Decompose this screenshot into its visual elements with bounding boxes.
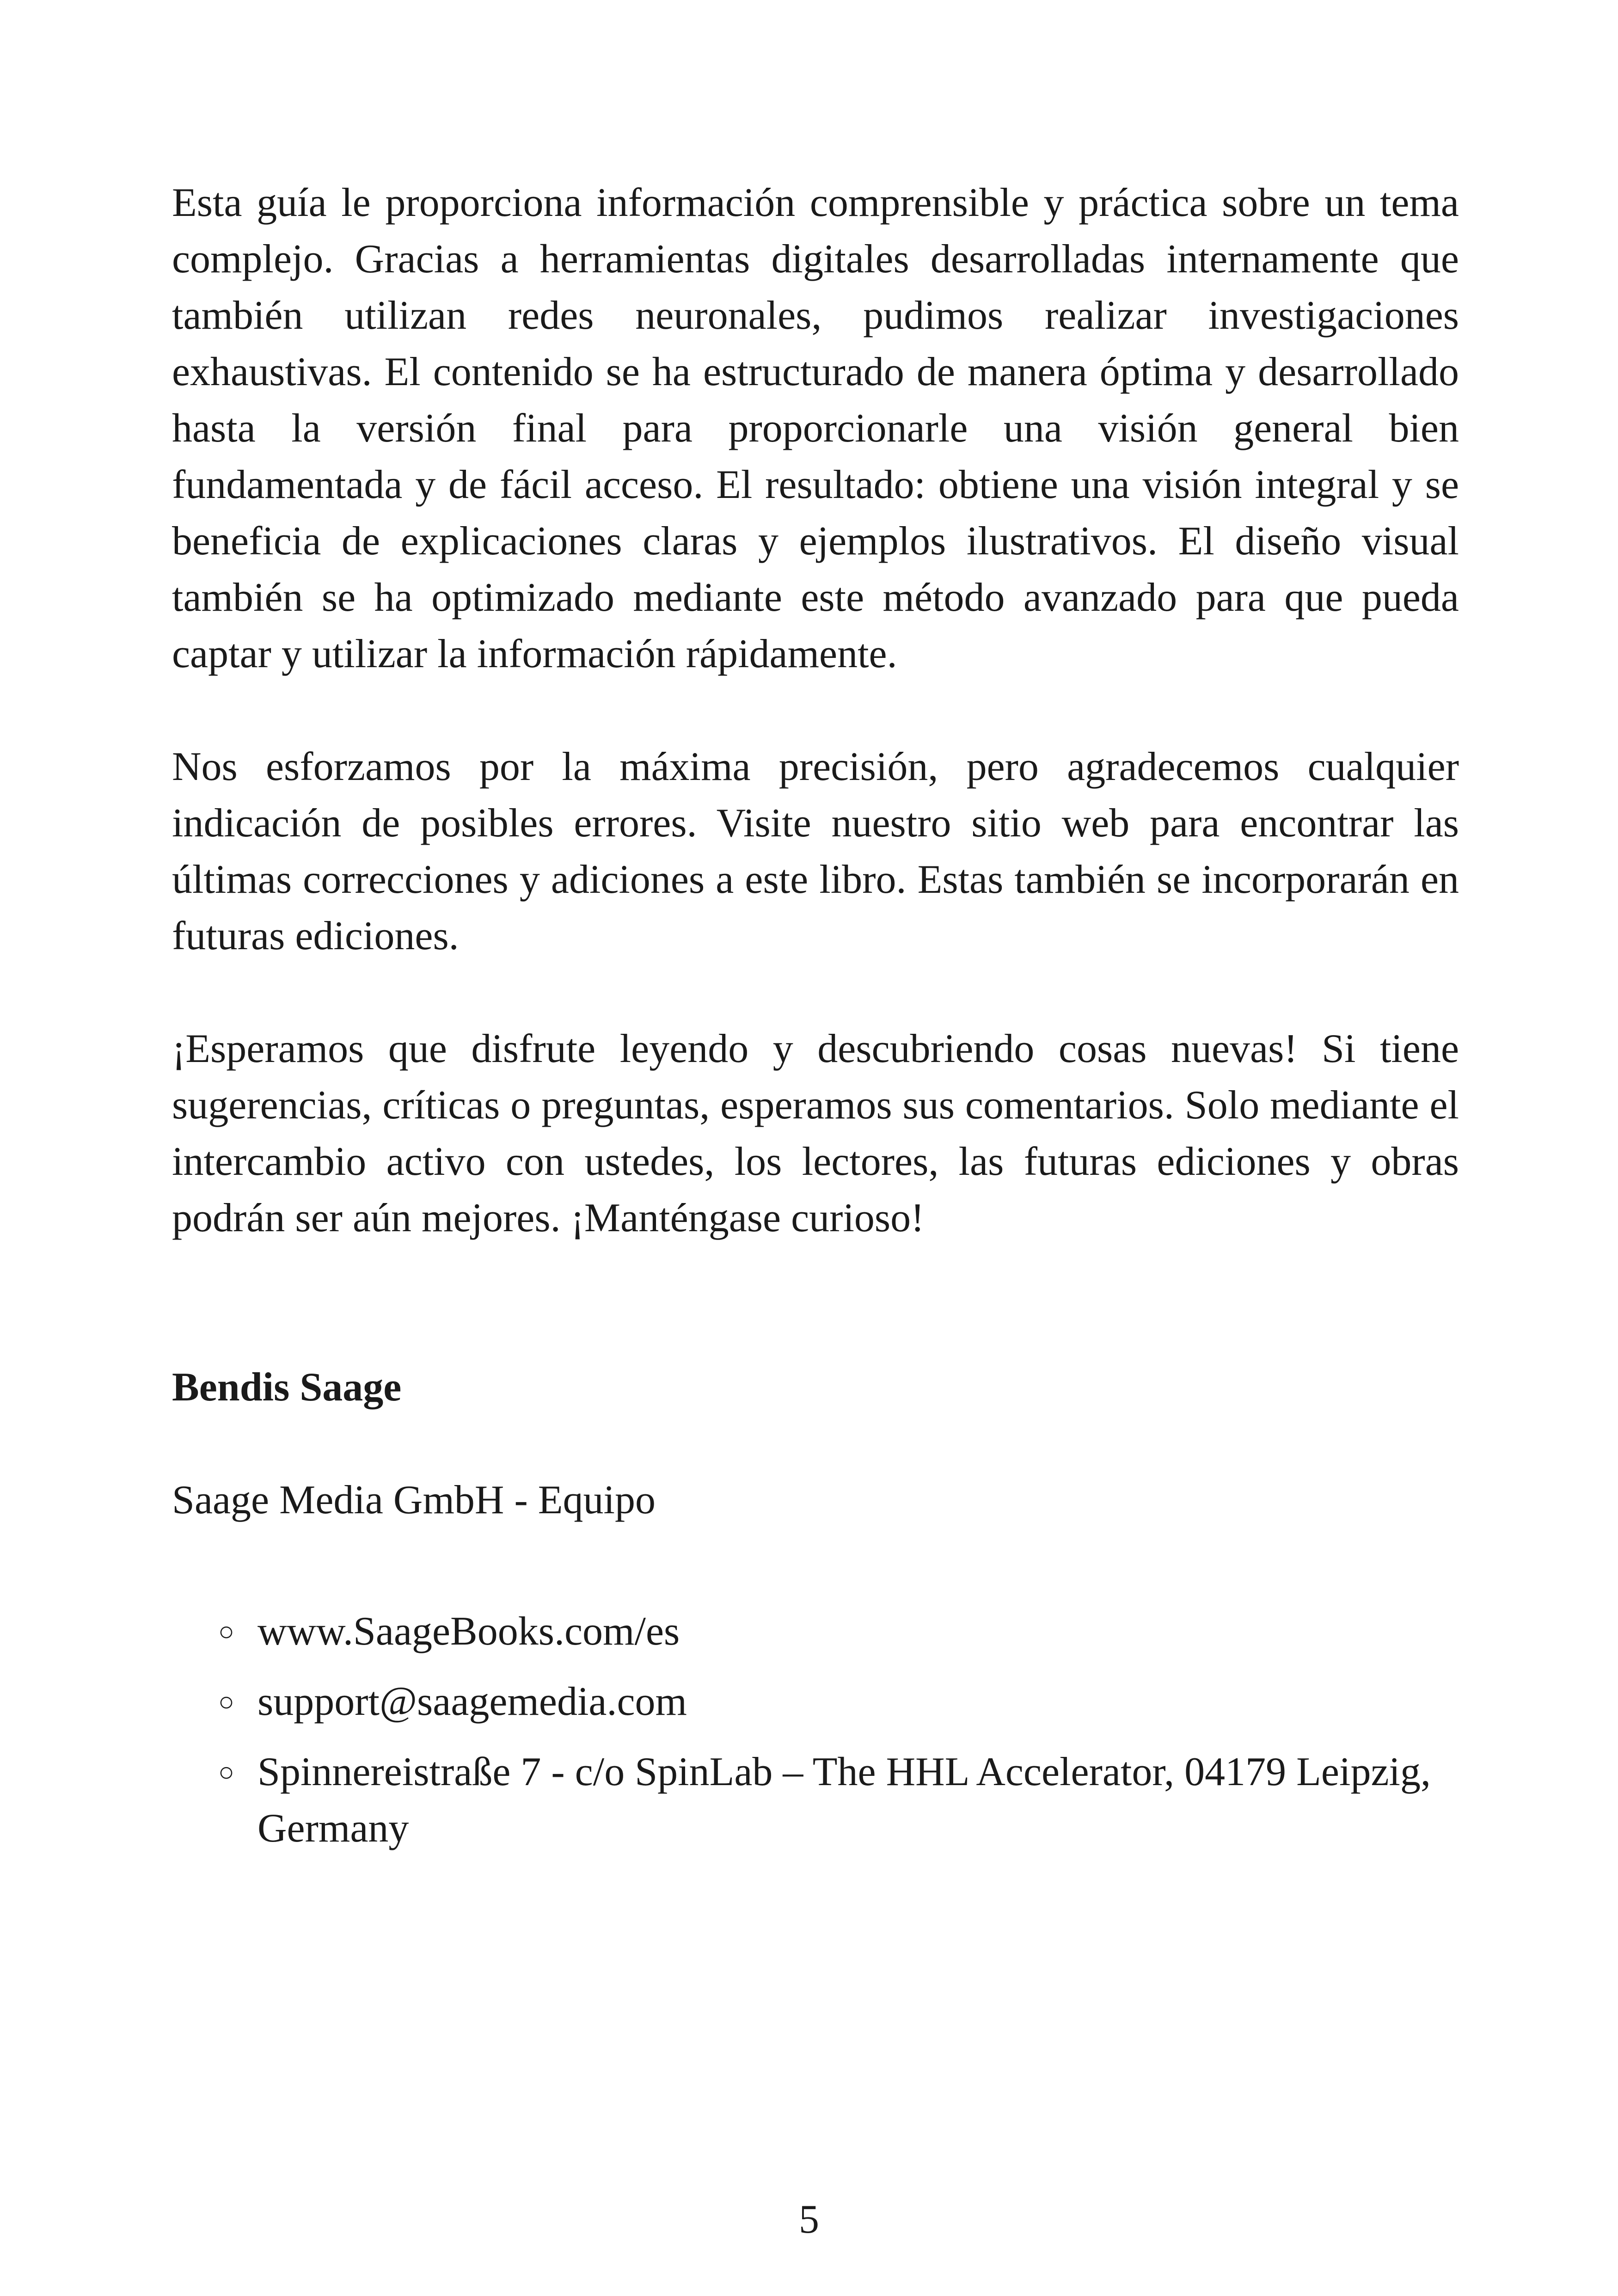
closing-paragraph: ¡Esperamos que disfrute leyendo y descubriendo cosas nuevas! Si tiene sugerencias, críticas o preguntas, esperamos sus comentarios. Solo mediante el intercambio activo con ustedes, los lectores, las futuras ediciones y obras podrán ser aún mejores. ¡Manténgase curioso! bbox=[172, 1026, 1459, 1240]
circle-bullet-icon: ○ bbox=[218, 1757, 235, 1787]
postal-address: Spinnereistraße 7 - c/o SpinLab – The HHL Accelerator, 04179 Leipzig, Germany bbox=[257, 1750, 1431, 1851]
intro-paragraph: Esta guía le proporciona información comprensible y práctica sobre un tema complejo. Gracias a herramientas digitales desarrolladas internamente que también utilizan redes neuronales, pudimos realizar investigaciones exhaustivas. El contenido se ha estructurado de manera óptima y desarrollado hasta la versión final para proporcionarle una visión general bien fundamentada y de fácil acceso. El resultado: obtiene una visión integral y se beneficia de explicaciones claras y ejemplos ilustrativos. El diseño visual también se ha optimizado mediante este método avanzado para que pueda captar y utilizar la información rápidamente. bbox=[172, 180, 1459, 676]
company-team: Saage Media GmbH - Equipo bbox=[172, 1478, 656, 1522]
circle-bullet-icon: ○ bbox=[218, 1687, 235, 1717]
errata-paragraph: Nos esforzamos por la máxima precisión, pero agradecemos cualquier indicación de posibles errores. Visite nuestro sitio web para encontrar las últimas correcciones y adiciones a este libro. Estas también se incorporarán en futuras ediciones. bbox=[172, 744, 1459, 958]
website-link[interactable]: www.SaageBooks.com/es bbox=[257, 1609, 680, 1654]
author-name: Bendis Saage bbox=[172, 1365, 402, 1410]
page-number: 5 bbox=[799, 2197, 819, 2242]
circle-bullet-icon: ○ bbox=[218, 1616, 235, 1646]
contact-website bbox=[172, 1603, 1459, 1660]
contact-email bbox=[172, 1674, 1459, 1730]
contact-address bbox=[172, 1744, 1459, 1857]
email-link[interactable]: support@saagemedia.com bbox=[257, 1679, 687, 1724]
contact-list bbox=[172, 1603, 1459, 1857]
page-body bbox=[172, 175, 1459, 1871]
